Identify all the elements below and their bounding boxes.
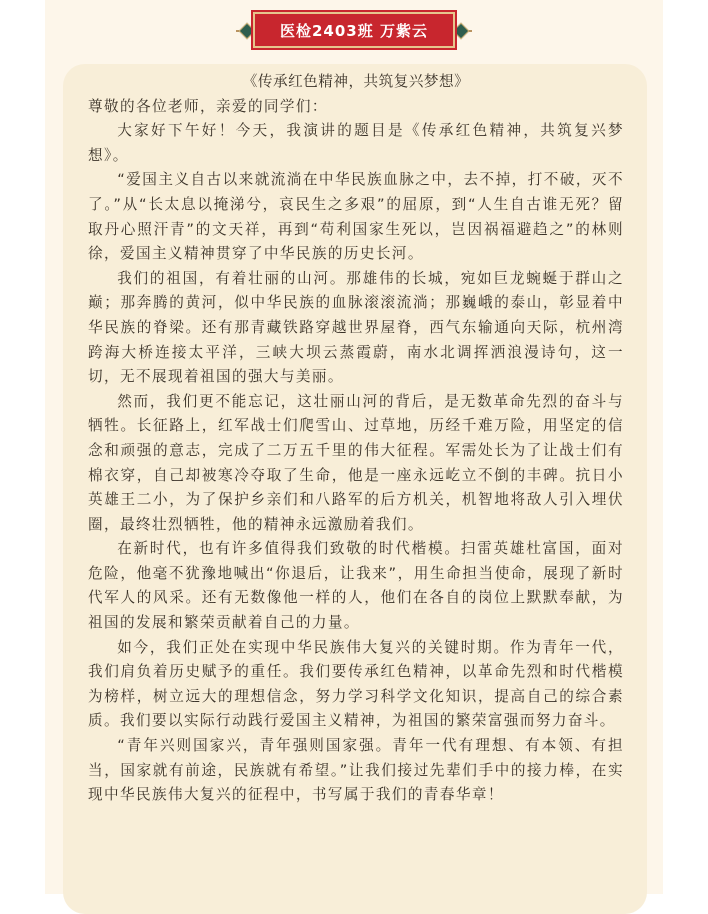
paragraph-2: “爱国主义自古以来就流淌在中华民族血脉之中，去不掉，打不破，灭不了。”从“长太息以掩涕兮，哀民生之多艰”的屈原，到“人生自古谁无死？留取丹心照汗青”的文天祥，再到“苟利国家生死以，岂因祸福避趋之”的林则徐，爱国主义精神贯穿了中华民族的历史长河。	[88, 171, 624, 263]
paragraph-7: “青年兴则国家兴，青年强则国家强。青年一代有理想、有本领、有担当，国家就有前途，民族就有希望。”让我们接过先辈们手中的接力棒，在实现中华民族伟大复兴的征程中，书写属于我们的青春华章！	[88, 737, 624, 804]
paragraph-6: 如今，我们正处在实现中华民族伟大复兴的关键时期。作为青年一代，我们肩负着历史赋予的重任。我们要传承红色精神，以革命先烈和时代楷模为榜样，树立远大的理想信念，努力学习科学文化知识，提高自己的综合素质。我们要以实际行动践行爱国主义精神，为祖国的繁荣富强而努力奋斗。	[88, 638, 624, 730]
speech-content	[88, 70, 624, 808]
paragraph-4: 然而，我们更不能忘记，这壮丽山河的背后，是无数革命先烈的奋斗与牺牲。长征路上，红军战士们爬雪山、过草地，历经千难万险，用坚定的信念和顽强的意志，完成了二万五千里的伟大征程。军需处长为了让战士们有棉衣穿，自己却被寒冷夺取了生命，他是一座永远屹立不倒的丰碑。抗日小英雄王二小，为了保护乡亲们和八路军的后方机关，机智地将敌人引入埋伏圈，最终壮烈牺牲，他的精神永远激励着我们。	[88, 392, 624, 533]
speech-greeting: 尊敬的各位老师，亲爱的同学们：	[88, 97, 328, 115]
paragraph-3: 我们的祖国，有着壮丽的山河。那雄伟的长城，宛如巨龙蜿蜒于群山之巅；那奔腾的黄河，似中华民族的血脉滚滚流淌；那巍峨的泰山，彰显着中华民族的脊梁。还有那青藏铁路穿越世界屋脊，西气东输通向天际，杭州湾跨海大桥连接太平洋，三峡大坝云蒸霞蔚，南水北调挥洒浪漫诗句，这一切，无不展现着祖国的强大与美丽。	[88, 269, 624, 386]
paragraph-5: 在新时代，也有许多值得我们致敬的时代楷模。扫雷英雄杜富国，面对危险，他毫不犹豫地喊出“你退后，让我来”，用生命担当使命，展现了新时代军人的风采。还有无数像他一样的人，他们在各自的岗位上默默奉献，为祖国的发展和繁荣贡献着自己的力量。	[88, 540, 624, 632]
speech-title: 《传承红色精神，共筑复兴梦想》	[242, 73, 470, 90]
header-label: 医检2403班 万紫云	[280, 21, 428, 40]
header-banner	[253, 12, 455, 48]
paragraph-1: 大家好下午好！今天，我演讲的题目是《传承红色精神，共筑复兴梦想》。	[88, 122, 624, 164]
